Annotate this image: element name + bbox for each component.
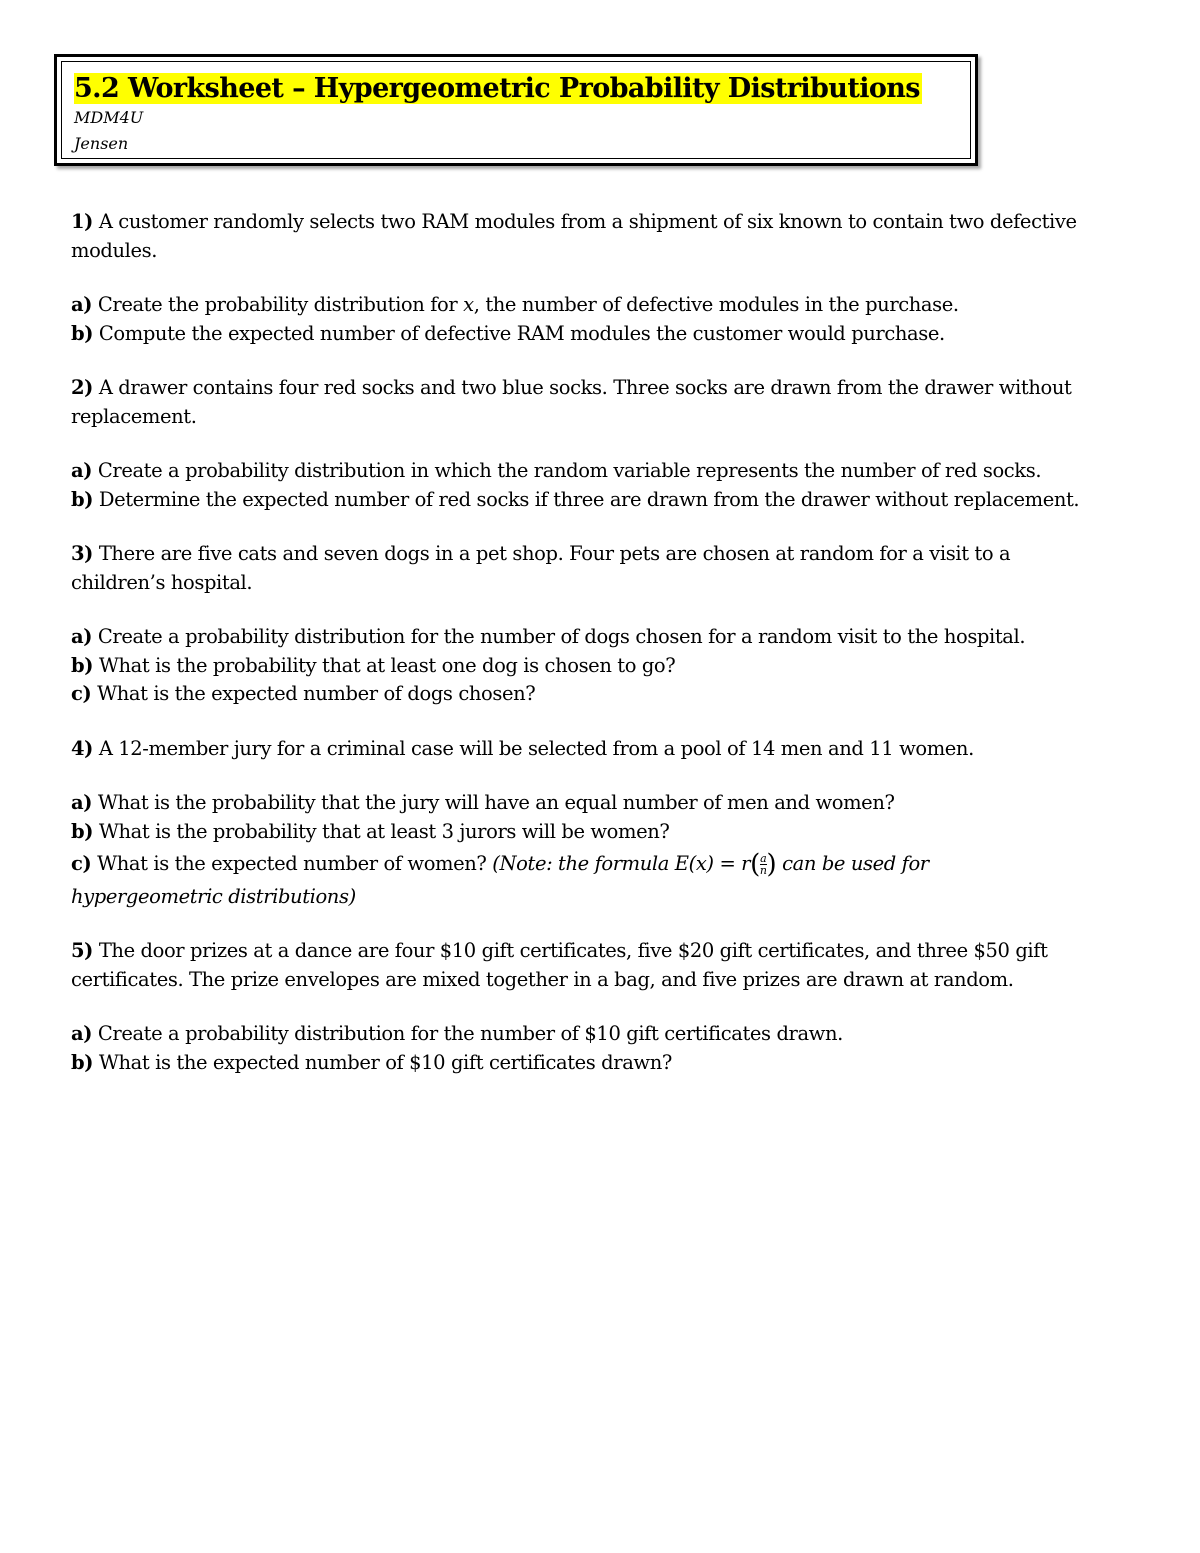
formula-note-continued: can be used for xyxy=(782,852,929,875)
variable-x: x xyxy=(463,293,474,316)
title-highlight: 5.2 Worksheet – Hypergeometric Probability Distributions xyxy=(74,73,920,104)
question-text: A drawer contains four red socks and two blue socks. Three socks are drawn from the drawer without xyxy=(98,376,1072,399)
part-label: a) xyxy=(71,459,93,482)
worksheet-title xyxy=(74,72,922,106)
part-label: b) xyxy=(71,1050,94,1074)
question-text: A customer randomly selects two RAM modules from a shipment of six known to contain two defective xyxy=(98,210,1077,233)
part-label: a) xyxy=(71,293,93,316)
question-4 xyxy=(71,735,1146,764)
part-text: Create a probability distribution in which the random variable represents the number of red socks. xyxy=(97,459,1042,482)
formula-paren-close: ) xyxy=(766,849,777,880)
part-text: Compute the expected number of defective RAM modules the customer would purchase. xyxy=(98,321,945,345)
fraction-denominator: n xyxy=(759,864,767,877)
part-label: a) xyxy=(71,1022,93,1045)
question-number: 1) xyxy=(71,210,93,233)
part-text: What is the probability that at least one dog is chosen to go? xyxy=(98,653,676,677)
course-code: MDM4U xyxy=(74,108,144,127)
worksheet-questions xyxy=(71,208,1146,1077)
formula-note-line2: hypergeometric distributions) xyxy=(71,884,356,908)
part-text: Determine the expected number of red socks if three are drawn from the drawer without replacement. xyxy=(98,487,1080,511)
question-number: 3) xyxy=(71,542,93,565)
part-text: What is the probability that the jury will have an equal number of men and women? xyxy=(97,791,895,814)
question-text-continued: children’s hospital. xyxy=(71,570,253,594)
question-text-continued: certificates. The prize envelopes are mixed together in a bag, and five prizes are drawn at random. xyxy=(71,967,1014,991)
header-inner-border xyxy=(61,61,971,159)
fraction-numerator: a xyxy=(760,852,767,865)
question-1 xyxy=(71,208,1146,265)
part-text: Create a probability distribution for the number of dogs chosen for a random visit to the hospital. xyxy=(97,625,1026,648)
formula-paren-open: ( xyxy=(750,849,760,880)
question-number: 5) xyxy=(71,939,93,962)
part-text: What is the expected number of dogs chosen? xyxy=(97,682,536,705)
part-label: a) xyxy=(71,791,93,814)
question-text: A 12-member jury for a criminal case will be selected from a pool of 14 men and 11 women. xyxy=(98,736,974,760)
part-text: Create the probability distribution for xyxy=(97,293,458,316)
part-text: Create a probability distribution for the number of $10 gift certificates drawn. xyxy=(97,1022,843,1045)
question-number: 4) xyxy=(71,736,93,760)
question-5-parts xyxy=(71,1020,1146,1077)
part-label: c) xyxy=(71,682,92,705)
question-text: There are five cats and seven dogs in a pet shop. Four pets are chosen at random for a visit to a xyxy=(98,542,1011,565)
formula-note: (Note: the formula xyxy=(492,852,669,875)
question-3-parts xyxy=(71,623,1146,709)
part-text: What is the expected number of women? xyxy=(97,852,487,875)
part-label: b) xyxy=(71,487,94,511)
part-text: What is the expected number of $10 gift certificates drawn? xyxy=(98,1050,672,1074)
question-text-continued: replacement. xyxy=(71,404,197,428)
question-text-continued: modules. xyxy=(71,238,158,262)
part-label: b) xyxy=(71,653,94,677)
expected-value-formula: E(x) = r xyxy=(674,852,751,875)
question-2-parts xyxy=(71,457,1146,514)
formula-fraction xyxy=(760,853,767,876)
part-text-continued: , the number of defective modules in the purchase. xyxy=(473,293,959,316)
part-text: What is the probability that at least 3 jurors will be women? xyxy=(98,819,670,843)
question-number: 2) xyxy=(71,376,93,399)
question-2 xyxy=(71,374,1146,431)
part-label: b) xyxy=(71,819,94,843)
part-label: c) xyxy=(71,852,92,875)
worksheet-header-box xyxy=(54,54,978,166)
question-text: The door prizes at a dance are four $10 gift certificates, five $20 gift certificates, and three $50 gift xyxy=(98,939,1048,962)
question-1-parts xyxy=(71,291,1146,348)
part-label: a) xyxy=(71,625,93,648)
question-3 xyxy=(71,540,1146,597)
part-label: b) xyxy=(71,321,94,345)
author-name: Jensen xyxy=(74,134,129,153)
question-5 xyxy=(71,937,1146,994)
question-4-parts xyxy=(71,789,1146,911)
